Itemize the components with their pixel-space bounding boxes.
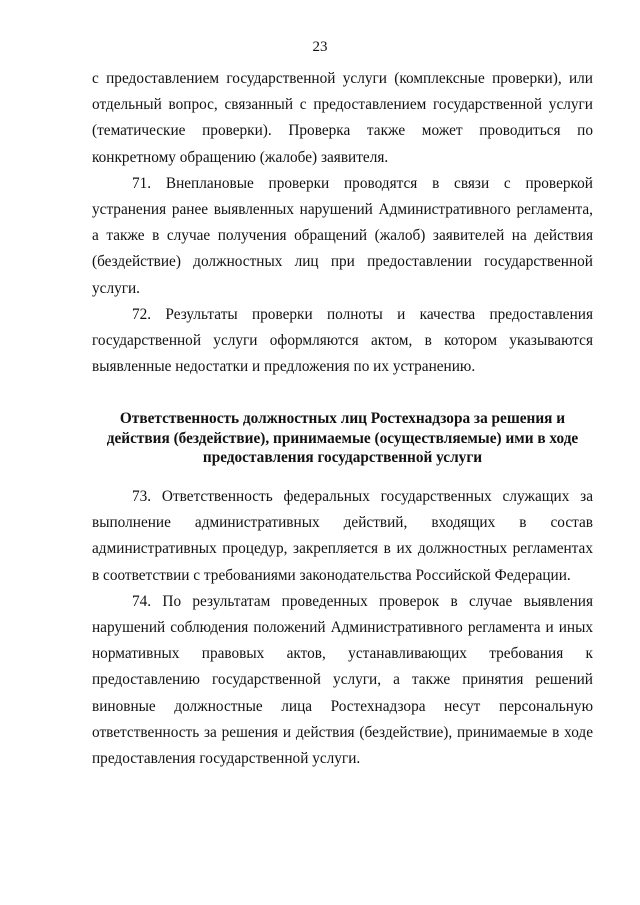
paragraph-73: 73. Ответственность федеральных государственных служащих за выполнение административных действий, входящих в состав административных процедур, закрепляется в их должностных регламентах в соответствии с требованиями законодательства Российской Федерации. xyxy=(92,488,593,584)
heading-line-2: действия (бездействие), принимаемые (осуществляемые) ими в ходе xyxy=(106,429,579,447)
heading-line-1: Ответственность должностных лиц Ростехнадзора за решения и xyxy=(119,410,566,427)
section-heading xyxy=(92,409,593,468)
continued-paragraph: с предоставлением государственной услуги (комплексные проверки), или отдельный вопрос, связанный с предоставлением государственной услуги (тематические проверки). Проверка также может проводиться по конкретному обращению (жалобе) заявителя. xyxy=(92,70,593,166)
heading-line-3: предоставления государственной услуги xyxy=(202,449,483,466)
paragraph-72: 72. Результаты проверки полноты и качества предоставления государственной услуги оформляются актом, в котором указываются выявленные недостатки и предложения по их устранению. xyxy=(92,305,593,376)
paragraph-71: 71. Внеплановые проверки проводятся в связи с проверкой устранения ранее выявленных нарушений Административного регламента, а также в случае получения обращений (жалоб) заявителей на действия (бездействие) должностных лиц при предоставлении государственной услуги. xyxy=(92,174,593,297)
body-text-upper xyxy=(92,66,593,380)
body-text-lower xyxy=(92,484,593,772)
paragraph-74: 74. По результатам проведенных проверок в случае выявления нарушений соблюдения положений Административного регламента и иных нормативных правовых актов, устанавливающих требования к предоставлению государственной услуги, а также принятия решений виновные должностные лица Ростехнадзора несут персональную ответственность за решения и действия (бездействие), принимаемые в ходе предоставления государственной услуги. xyxy=(92,592,593,768)
page-number: 23 xyxy=(312,39,328,55)
